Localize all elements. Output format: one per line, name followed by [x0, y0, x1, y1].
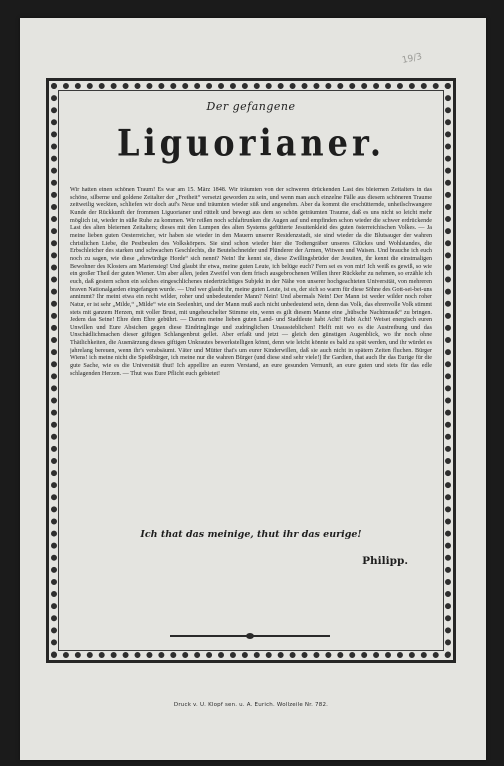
subtitle: Der gefangene	[206, 100, 296, 113]
archive-pencil-mark: 19/3	[400, 52, 423, 66]
divider-ornament-icon	[246, 633, 254, 639]
page-title: Liguorianer.	[116, 121, 386, 165]
broadsheet-content	[70, 100, 432, 569]
divider-rule	[170, 633, 330, 639]
printer-imprint: Druck v. U. Klopf sen. u. A. Eurich. Wollzeile Nr. 782.	[173, 702, 329, 708]
signature: Philipp.	[362, 555, 408, 567]
body-text: Wir hatten einen schönen Traum! Es war am 15. März 1848. Wir träumten von der schweren drückenden Last des bleiernen Zeitalters in das schöne, silberne und goldene Zeitalter der „Freiheit“ versetzt geworden zu sein, und wenn man auch einzelne Fälle aus diesem schöneren Traume zeitweilig weckten, schliefen wir doch auf's Neue und träumten wieder süß und angenehm. Aber da kommt die erschütternde, unheilschwangere Kunde der Rückkunft der frommen Liguorianer und rüttelt und bewegt aus dem so schön geträumten Traume, daß es uns nicht so leicht mehr möglich ist, wieder in süße Ruhe zu kommen. Wir reißen noch schlaftrunken die Augen auf und empfinden schon wieder die schwer erdrückende Last des alten bleiernen Zeitalters; dieses mit den Lumpen des alten Systems gefütterte Jesuitenkleid des guten österreichischen Volkes. — Ja meine lieben guten Oesterreicher, wir haben sie wieder in den Mauern unserer Residenzstadt, sie sind wieder da die Blutsauger der wahren christlichen Liebe, die Pestbeulen des Volkskörpers. Sie sind schon wieder hier die Todtengräber unseres Glückes und Wohlstandes, die Erbschleicher des starken und schwachen Geschlechts, die Beutelschneider und Plünderer der Armen, Witwen und Waisen. Und brauche ich euch noch zu sagen, wie diese „ehrwürdige Horde“ sich nennt? Nein! Ihr kennt sie, diese Zwillingsbrüder der Jesuiten, ihr kennt die einstmaligen Bewohner des Klosters am Mariensteg! Und glaubt ihr etwa, meine guten Leute, ich belüge euch? Fern sei es von mir! Ich weiß es gewiß, so wie ein großer Theil der guten Wiener. Um aber allen, jeden Zweifel von dem frisch ausgebrochenen Willen ihrer Rückkehr zu nehmen, so erzähle ich euch, daß gestern schon ein solches eingeschlichenes niederträchtiges Subjekt in der Nähe von unserer hochgeachteten Universität, von mehreren braven Nationalgarden eingefangen wurde. — Und wer glaubt ihr, meine guten Leute, ist es, der sich so warm für diese Söhne des Gott-sei-bei-uns annimmt? Ihr meint etwa ein recht wilder, roher und unbedeutender Mann? Nein! Und abermals Nein! Der Mann ist weder wilder noch roher Natur, er ist sehr „Milde,“ „Milde“ wie ein Seelenhirt, und der Mann muß auch nicht unbedeutend sein, denn das Volk, das ehrenvolle Volk stimmt stets mit ganzem Herzen, mit voller Brust, mit ungeheuchelter Stimme ein, wenn es gilt diesem Manne eine „hübsche Nachtmusik“ zu bringen. Jedem das Seine! Ehre dem Ehre gebührt. — Darum meine lieben guten Land- und Stadtleute habt Acht! Habt Acht! Weiset energisch euren Unwillen und Eure Absichen gegen diese Eindringlinge und zudringlichen Unaussteblichen! Helft mit wo es die Austreibung und das Unschädlichmachen dieser giftigen Schlangenbrut gellet. Aber erfaßt und jetzt — gleich den günstigen Augenblick, wo ihr noch ohne Thätlichkeiten, die Ausmärzung dieses giftigen Unkrautes bewerkstelligen könnt, denn wie leicht könnte es bald zu spät werden, und ihr würdet es jahrelang bereuen, wenn ihr's verabsäumt. Väter und Mütter that's um eurer Kinderwillen, daß sie auch nicht in spätern Zeiten fluchen. Bürger Wiens! ich meine nicht die Spießbürger, ich meine nur die wahren Bürger (und diese sind sehr viele!) Ihr Gardien, that auch Ihr das Eurige für die gute Sache, wie es die Universität thut! Ich appellire an euren Verstand, an eure gesunden Vernunft, an eure guten und stets für das edle schlagenden Herzen. — Thut was Eure Pflicht euch gebietet!	[70, 187, 432, 377]
closing-line: Ich that das meinige, thut ihr das eurige!	[140, 529, 362, 540]
